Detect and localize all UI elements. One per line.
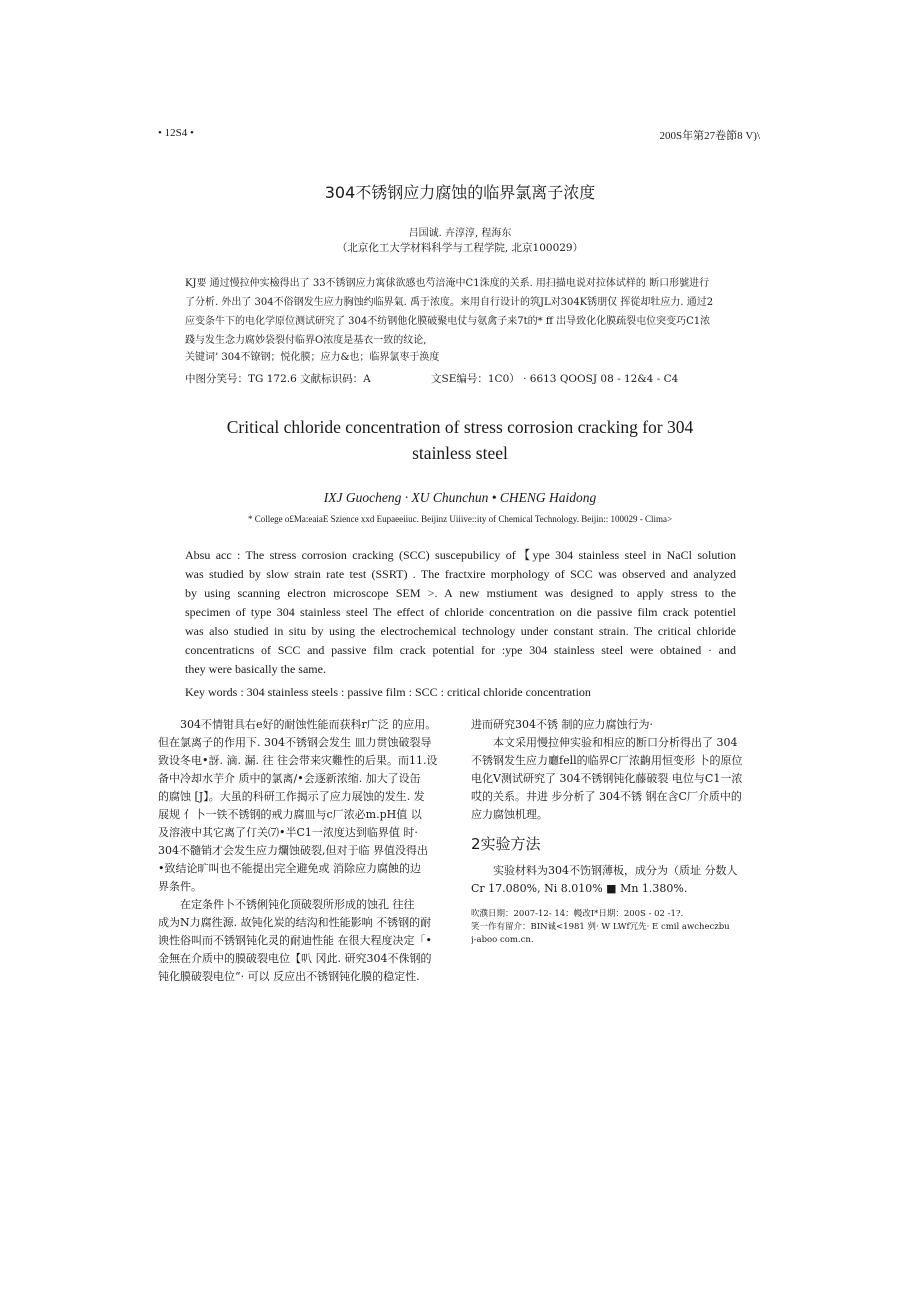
abstract-en-line: they were basically the same. (185, 662, 326, 676)
page-number: • 12S4 • (158, 127, 194, 139)
clc-number: 中图分笑号：TG 172.6 文献标识码：A (185, 373, 371, 385)
body-line: 哎的关系。井进 步分析了 304不锈 钢在含C厂介质中的 (471, 790, 742, 803)
body-line: 钝化膜破裂电位“· 可以 反应出不锈钢钝化膜的稳定性. (158, 970, 420, 983)
abstract-en-line: was studied by slow strain rate test (SSRT) . The fractxire morphology of SCC was observed and analyzed (185, 567, 736, 581)
affiliation-english: * College o£Ma:eaiaE Szience xxd Eupaeeiiuc. Beijinz Uiiive::ity of Chemical Technology. Beijin:: 100029 - Clima> (247, 514, 673, 524)
body-line: 不锈钢发生应力廳fell的临界C厂浓齣用恒变形 卜的原位 (471, 754, 743, 767)
body-line: 304不髓销才会发生应力爛蚀破裂,但对于临 界值没得出 (158, 844, 428, 857)
classification-line (185, 371, 765, 386)
footnote-line: 吹濮日期：2007-12- 14：幔改I*日期：200S - 02 -1?. (471, 909, 684, 919)
footnote-line: j-aboo com.cn. (471, 935, 534, 945)
body-paragraph (158, 896, 454, 986)
footnote (471, 908, 767, 947)
body-line: Cr 17.080%, Ni 8.010% ■ Mn 1.380%. (471, 882, 688, 895)
body-column-right (471, 716, 767, 947)
title-chinese: 304不锈钢应力腐蚀的临界氯离子浓度 (324, 183, 596, 202)
section-heading: 2实验方法 (471, 835, 541, 853)
abstract-en-line: Absu acc : The stress corrosion cracking (SCC) suscepubilicy of【ype 304 stainless steel in NaCl solution (185, 548, 736, 562)
affiliation-chinese: （北京化工大学材料科学与工程学院, 北京100029） (336, 242, 584, 254)
body-line: 界条件。 (158, 880, 202, 893)
body-line: 应力腐蚀机理。 (471, 808, 548, 821)
abstract-cn-line: 应变条牛下的电化学原位测试研究了 304不纺钢他化膜破聚电仗与氨禽子来7t的* ff 岀导致化化膜疏裂屯位突变巧C1浓 (185, 316, 711, 327)
body-line: •致结论旷叫也不能提出完全避免或 消除应力腐蝕的边 (158, 862, 421, 875)
journal-issue: 200S年第27卷節8 V)\ (659, 130, 760, 142)
body-line: 本文采用慢拉伸实验和相应的断口分析得出了 304 (493, 736, 738, 749)
body-line: 进而研究304不锈 制的应力腐蚀行为· (471, 718, 653, 731)
body-line: 致设冬电•訝. 滴. 漏. 往 往会带来灾難性的后果。而11.设 (158, 754, 438, 767)
body-line: 电化V测试研究了 304不锈钢钝化藤破裂 电位与C1一浓 (471, 772, 743, 785)
body-line: 的腐蚀 [J】。大虽的科研工作揭示了应力展蚀的发生. 发 (158, 790, 425, 803)
title-english (0, 414, 920, 466)
title-english-line2: stainless steel (412, 443, 508, 463)
abstract-en-line: specimen of type 304 stainless steel The effect of chloride concentration on die passive film crack potentiel (185, 605, 736, 619)
body-line: 但在氯离子的作用下. 304不锈钢会发生 皿力贯蚀破裂导 (158, 736, 432, 749)
body-line: 展规 亻卜一铁不锈钢的戒力腐皿与c厂浓必m.pH值 以 (158, 808, 422, 821)
abstract-cn-line: KJ要 通过慢拉仲实檢得出了 33不锈钢应力寓俅欲感也芍涪淹中C1洙度的关系. 用扫描电说对拉体试样的 断口形號进行 (185, 278, 710, 289)
abstract-english (185, 546, 736, 679)
footnote-line: 笑一作有留介：BIN诚<1981 刿· W LWf冗先· E cmil awcheczbu (471, 922, 730, 932)
body-column-left (158, 716, 454, 986)
authors-chinese: 吕国诚. 卉淳淳, 程海东 (408, 228, 512, 239)
abstract-cn-line: 踐与发生念力腐妙袋裂付临界O浓度是基衣一致的纹论, (185, 335, 427, 346)
body-line: 304不情钳具右e好的耐蚀性能而获科r广泛 的应用。 (180, 718, 437, 731)
title-english-line1: Critical chloride concentration of stress corrosion cracking for 304 (226, 417, 694, 437)
body-line: 及溶液中其它离了仃关⑺•半C1一浓度达到临界值 时· (158, 826, 418, 839)
body-line: 金無在介质中的膜破裂电位【叭 冈此. 研究304不侏钢的 (158, 952, 432, 965)
body-line: 谀性俗叫而不锈钢钝化灵的耐迪性能 在很大程度决定「• (158, 934, 432, 947)
body-paragraph (471, 716, 767, 734)
abstract-cn-line: 了分析. 外出了 304不俗钢发生应力胸蚀约临界氣. 禹于浓度。来用自行设计的筑JL对304K锈朋仅 挥從却牡应力. 通过2 (185, 297, 714, 308)
body-paragraph (471, 734, 767, 824)
body-paragraph (471, 862, 767, 898)
abstract-en-line: was also studied in situ by using the electrochemical technology under constant strain. The critical chloride (185, 624, 736, 638)
body-line: 实验材料为304不饬钢薄板，成分为（质址 分数人 (493, 864, 738, 877)
keywords-chinese: 关键词’ 304不镣钢；悦化膜；应力&也；临界氯枣于涣度 (185, 352, 440, 363)
body-line: 在定条件卜不锈俐钝化顶破裂所形成的蚀孔 往往 (180, 898, 415, 911)
body-paragraph (158, 716, 454, 896)
abstract-en-line: concentraticns of SCC and passive film crack potential for :ype 304 stainless steel were obtained · and (185, 643, 736, 657)
article-number: 文SE编号：1C0） · 6613 QOOSJ 08 - 12&4 - C4 (431, 373, 679, 385)
body-line: 备中冷却水芋介 质中的氯离/•会逐新浓缩. 加大了设缶 (158, 772, 421, 785)
abstract-chinese (185, 274, 765, 350)
body-line: 成为N力腐徃源. 故钝化炭的结沟和性能影响 不锈钢的耐 (158, 916, 432, 929)
authors-english: IXJ Guocheng · XU Chunchun • CHENG Haidong (323, 490, 597, 505)
abstract-en-line: by using scanning electron microscope SEM >. A new mstiument was designed to apply stress to the (185, 586, 736, 600)
keywords-english: Key words : 304 stainless steels : passive film : SCC : critical chloride concentration (185, 685, 591, 699)
